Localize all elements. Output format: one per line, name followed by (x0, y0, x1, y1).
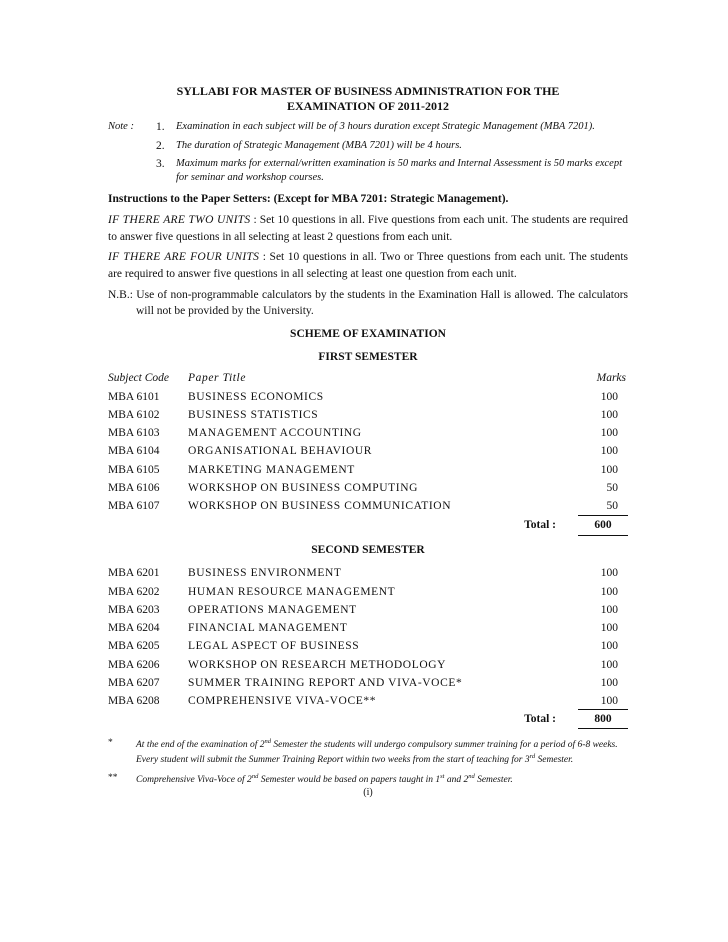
table-row (108, 388, 628, 406)
subject-code: MBA 6202 (108, 585, 160, 598)
subject-code: MBA 6203 (108, 603, 160, 616)
footnote-mark: * (108, 737, 113, 748)
table-row (108, 674, 628, 692)
paper-title: HUMAN RESOURCE MANAGEMENT (188, 585, 396, 598)
paper-title: WORKSHOP ON RESEARCH METHODOLOGY (188, 658, 447, 671)
marks-value: 100 (600, 677, 618, 690)
col-subject-code: Subject Code (108, 372, 169, 385)
subject-code: MBA 6105 (108, 463, 160, 476)
table-row (108, 656, 628, 674)
scheme-heading: SCHEME OF EXAMINATION (290, 328, 446, 341)
note-text: The duration of Strategic Management (MBA 7201) will be 4 hours. (176, 139, 462, 151)
subject-code: MBA 6106 (108, 482, 160, 495)
marks-value: 100 (600, 390, 618, 403)
note-text: Examination in each subject will be of 3 hours duration except Strategic Management (MBA 7201). (176, 121, 595, 132)
paper-title: WORKSHOP ON BUSINESS COMPUTING (188, 482, 419, 495)
paper-title: MARKETING MANAGEMENT (188, 463, 355, 476)
note-number: 3. (156, 158, 165, 171)
table-row (108, 406, 628, 424)
marks-value: 100 (600, 427, 618, 440)
table-row (108, 498, 628, 516)
total-label: Total : (524, 519, 556, 532)
paper-title: SUMMER TRAINING REPORT AND VIVA-VOCE* (188, 677, 463, 690)
paper-title: COMPREHENSIVE VIVA-VOCE** (188, 695, 377, 708)
paper-title: WORKSHOP ON BUSINESS COMMUNICATION (188, 500, 452, 513)
notes-section (108, 120, 628, 185)
first-semester-heading: FIRST SEMESTER (318, 350, 418, 363)
document-title (108, 84, 628, 114)
title-line-2: EXAMINATION OF 2011-2012 (287, 99, 449, 113)
paper-title: BUSINESS ENVIRONMENT (188, 567, 342, 580)
note-item (108, 139, 628, 155)
footnote-text: Comprehensive Viva-Voce of 2nd Semester would be based on papers taught in 1st and 2nd Semester. (136, 772, 513, 785)
first-semester-total (108, 516, 628, 536)
table-row (108, 583, 628, 601)
nb-paragraph: N.B.: Use of non-programmable calculators by the students in the Examination Hall is allowed. The calculators will not be provided by the University. (108, 288, 628, 318)
page-number: (i) (363, 787, 373, 799)
instructions-heading: Instructions to the Paper Setters: (Except for MBA 7201: Strategic Management). (108, 193, 509, 206)
subject-code: MBA 6103 (108, 427, 160, 440)
first-semester-table (108, 388, 628, 516)
table-row (108, 443, 628, 461)
marks-value: 100 (600, 463, 618, 476)
table-header (108, 369, 628, 387)
table-row (108, 619, 628, 637)
subject-code: MBA 6104 (108, 445, 160, 458)
footnote-mark: ** (108, 772, 118, 783)
marks-value: 100 (600, 408, 618, 421)
second-semester-heading: SECOND SEMESTER (311, 543, 425, 556)
table-row (108, 693, 628, 711)
col-paper-title: Paper Title (188, 372, 247, 385)
marks-value: 100 (600, 603, 618, 616)
marks-value: 100 (600, 445, 618, 458)
marks-value: 100 (600, 567, 618, 580)
paper-title: LEGAL ASPECT OF BUSINESS (188, 640, 360, 653)
footnote (108, 772, 628, 787)
table-row (108, 424, 628, 442)
marks-value: 100 (600, 622, 618, 635)
note-item (108, 157, 628, 185)
marks-value: 100 (600, 640, 618, 653)
paper-title: ORGANISATIONAL BEHAVIOUR (188, 445, 373, 458)
col-marks: Marks (596, 372, 626, 385)
subject-code: MBA 6201 (108, 567, 160, 580)
subject-code: MBA 6204 (108, 622, 160, 635)
table-row (108, 564, 628, 582)
note-item (108, 120, 628, 136)
title-line-1: SYLLABI FOR MASTER OF BUSINESS ADMINISTRATION FOR THE (176, 84, 560, 98)
note-label: Note : (108, 121, 134, 132)
total-value: 800 (578, 709, 628, 730)
subject-code: MBA 6207 (108, 677, 160, 690)
marks-value: 100 (600, 658, 618, 671)
paper-title: BUSINESS STATISTICS (188, 408, 319, 421)
paper-title: BUSINESS ECONOMICS (188, 390, 324, 403)
marks-value: 50 (606, 500, 618, 513)
marks-value: 100 (600, 695, 618, 708)
subject-code: MBA 6206 (108, 658, 160, 671)
subject-code: MBA 6208 (108, 695, 160, 708)
table-row (108, 461, 628, 479)
footnote (108, 737, 628, 768)
subject-code: MBA 6101 (108, 390, 160, 403)
document-page (108, 84, 628, 801)
paper-title: FINANCIAL MANAGEMENT (188, 622, 348, 635)
paper-title: OPERATIONS MANAGEMENT (188, 603, 357, 616)
two-units-paragraph: IF THERE ARE TWO UNITS : Set 10 questions in all. Five questions from each unit. The students are required to answer five questions in all selecting at least 2 questions from each unit. (108, 214, 628, 243)
footnote-text: At the end of the examination of 2nd Semester the students will undergo compulsory summer training for a period of 6-8 weeks. Every student will submit the Summer Training Report within two weeks from the start of teaching for 3rd Semester. (136, 737, 618, 766)
subject-code: MBA 6107 (108, 500, 160, 513)
paper-title: MANAGEMENT ACCOUNTING (188, 427, 362, 440)
table-row (108, 479, 628, 497)
total-label: Total : (524, 712, 556, 725)
subject-code: MBA 6205 (108, 640, 160, 653)
marks-value: 100 (600, 585, 618, 598)
note-text: Maximum marks for external/written examination is 50 marks and Internal Assessment is 50 marks except for seminar and workshop courses. (176, 158, 622, 184)
subject-code: MBA 6102 (108, 408, 160, 421)
four-units-paragraph: IF THERE ARE FOUR UNITS : Set 10 questions in all. Two or Three questions from each unit. The students are required to answer five questions in all selecting at least one question from each unit. (108, 251, 628, 281)
second-semester-table (108, 564, 628, 710)
marks-value: 50 (606, 482, 618, 495)
note-number: 1. (156, 121, 165, 133)
note-number: 2. (156, 139, 165, 152)
second-semester-total (108, 711, 628, 727)
table-row (108, 601, 628, 619)
table-row (108, 638, 628, 656)
total-value: 600 (578, 515, 628, 536)
